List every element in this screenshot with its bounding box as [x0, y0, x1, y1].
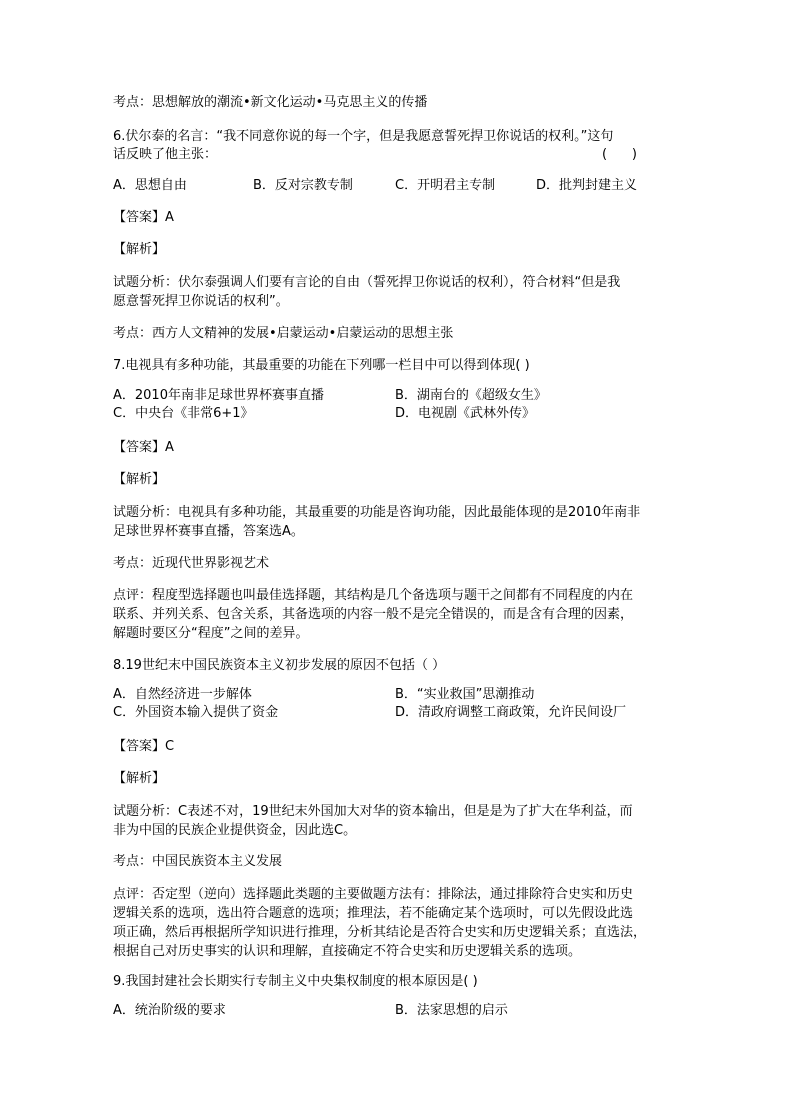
q8-analysis-line1: 试题分析：C表述不对，19世纪末外国加大对华的资本输出，但是是为了扩大在华利益，而 [113, 804, 633, 819]
q6-kaodian: 考点：西方人文精神的发展•启蒙运动•启蒙运动的思想主张 [113, 326, 454, 341]
q8-dianping-line4: 根据自己对历史事实的认识和理解，直接确定不符合史实和历史逻辑关系的选项。 [113, 944, 582, 959]
q9-stem: 9.我国封建社会长期实行专制主义中央集权制度的根本原因是( ) [113, 974, 478, 989]
q6-answer: 【答案】A [113, 210, 174, 225]
q8-option-c: C．外国资本输入提供了资金 [113, 705, 279, 720]
q8-analysis-line2: 非为中国的民族企业提供资金，因此选C。 [113, 823, 357, 838]
q6-analysis-title: 【解析】 [113, 242, 166, 257]
q7-dianping-line2: 联系、并列关系、包含关系，其备选项的内容一般不是完全错误的，而是含有合理的因素， [113, 607, 634, 622]
q7-analysis-line2: 足球世界杯赛事直播，答案选A。 [113, 524, 304, 539]
q7-stem: 7.电视具有多种功能，其最重要的功能在下列哪一栏目中可以得到体现( ) [113, 358, 530, 373]
q7-option-b: B．湖南台的《超级女生》 [395, 388, 547, 403]
q8-answer: 【答案】C [113, 739, 175, 754]
q7-analysis-title: 【解析】 [113, 472, 166, 487]
q8-stem: 8.19世纪末中国民族资本主义初步发展的原因不包括（ ） [113, 658, 446, 673]
q6-answer-blank: ( ) [602, 147, 637, 162]
q6-analysis-line1: 试题分析：伏尔泰强调人们要有言论的自由（誓死捍卫你说话的权利），符合材料“但是我 [113, 275, 621, 290]
q7-dianping-line3: 解题时要区分“程度”之间的差异。 [113, 626, 309, 641]
q7-option-c: C．中央台《非常6+1》 [113, 406, 254, 421]
q8-kaodian: 考点：中国民族资本主义发展 [113, 854, 283, 869]
q8-dianping-line1: 点评：否定型（逆向）选择题此类题的主要做题方法有：排除法，通过排除符合史实和历史 [113, 887, 634, 902]
q6-option-a: A．思想自由 [113, 178, 187, 193]
q9-option-b: B．法家思想的启示 [395, 1003, 508, 1018]
q8-option-a: A．自然经济进一步解体 [113, 687, 252, 702]
q6-option-d: D．批判封建主义 [536, 178, 638, 193]
q6-option-b: B．反对宗教专制 [253, 178, 353, 193]
q7-analysis-line1: 试题分析：电视具有多种功能，其最重要的功能是咨询功能，因此最能体现的是2010年南非 [113, 505, 641, 520]
q8-dianping-line2: 逻辑关系的选项，选出符合题意的选项；推理法，若不能确定某个选项时，可以先假设此选 [113, 906, 634, 921]
q6-stem-line1: 6.伏尔泰的名言：“我不同意你说的每一个字，但是我愿意誓死捍卫你说话的权利。”这句 [113, 129, 614, 144]
q7-answer: 【答案】A [113, 440, 174, 455]
q7-dianping-line1: 点评：程度型选择题也叫最佳选择题，其结构是几个备选项与题干之间都有不同程度的内在 [113, 588, 634, 603]
q7-option-d: D．电视剧《武林外传》 [395, 406, 536, 421]
q8-analysis-title: 【解析】 [113, 771, 166, 786]
q6-stem-line2: 话反映了他主张： [113, 147, 218, 162]
q7-option-a: A．2010年南非足球世界杯赛事直播 [113, 388, 324, 403]
q5-kaodian: 考点：思想解放的潮流•新文化运动•马克思主义的传播 [113, 95, 428, 110]
q6-option-c: C．开明君主专制 [395, 178, 496, 193]
q8-option-d: D．清政府调整工商政策，允许民间设厂 [395, 705, 627, 720]
q8-option-b: B．“实业救国”思潮推动 [395, 687, 535, 702]
q7-kaodian: 考点：近现代世界影视艺术 [113, 556, 270, 571]
q9-option-a: A．统治阶级的要求 [113, 1003, 226, 1018]
q6-analysis-line2: 愿意誓死捍卫你说话的权利”。 [113, 294, 289, 309]
q8-dianping-line3: 项正确，然后再根据所学知识进行推理，分析其结论是否符合史实和历史逻辑关系；直选法， [113, 925, 647, 940]
